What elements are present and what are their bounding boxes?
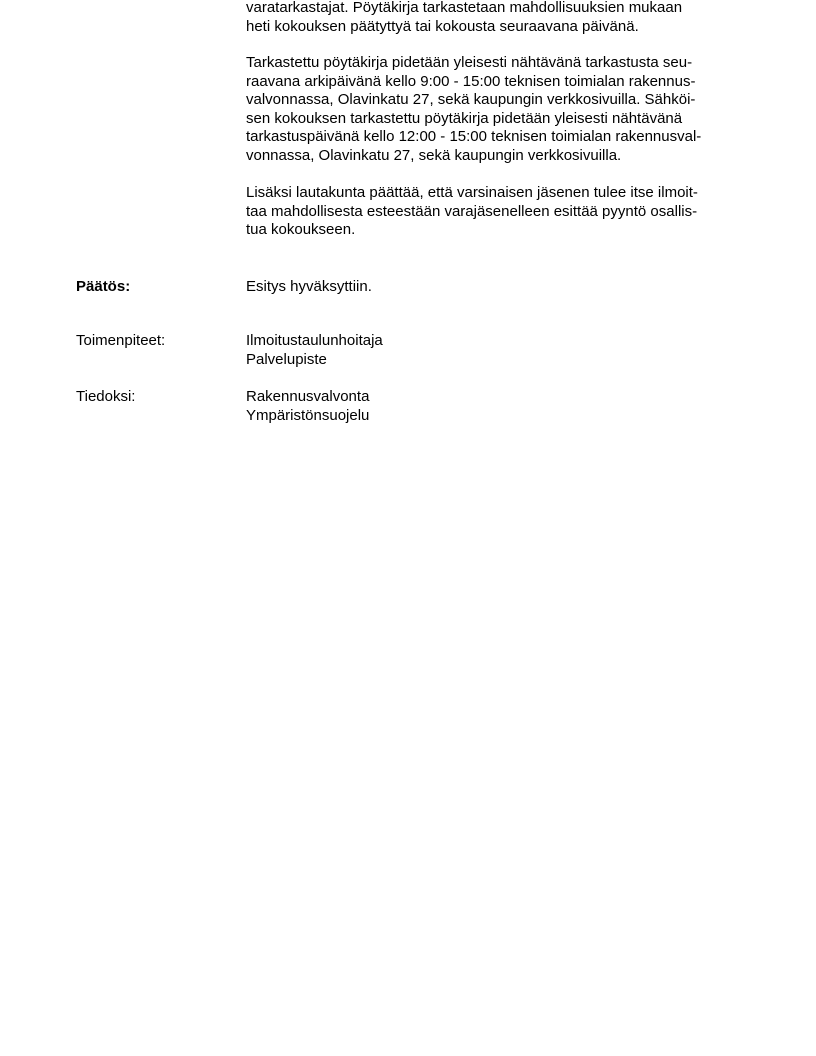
for-information-label: Tiedoksi: <box>76 388 136 405</box>
paragraph-viewing <box>246 54 736 165</box>
for-information-item: Rakennusvalvonta <box>246 388 370 405</box>
actions-list <box>246 332 383 369</box>
actions-label: Toimenpiteet: <box>76 332 166 349</box>
actions-item: Palvelupiste <box>246 350 327 368</box>
paragraph-substitute <box>246 184 736 240</box>
continuation-paragraph-block <box>246 0 736 36</box>
actions-item: Ilmoitustaulunhoitaja <box>246 332 383 349</box>
for-information-list <box>246 388 369 425</box>
decision-label: Päätös: <box>76 278 131 295</box>
paragraph-substitute-notice: Lisäksi lautakunta päättää, että varsinaisen jäsenen tulee itse ilmoit- taa mahdollisesta esteestään varajäsenelleen esittää pyyntö osallis- tua kokoukseen. <box>246 184 698 238</box>
paragraph-minutes-viewing: Tarkastettu pöytäkirja pidetään yleisesti nähtävänä tarkastusta seu- raavana arkipäivänä kello 9:00 - 15:00 teknisen toimialan rakennus- valvonnassa, Olavinkatu 27, sekä kaupungin verkkosivuilla. Sähköi- sen kokouksen tarkastettu pöytäkirja pidetään yleisesti nähtävänä tarkastuspäivänä kello 12:00 - 15:00 teknisen toimialan rakennusval- vonnassa, Olavinkatu 27, sekä kaupungin verkkosivuilla. <box>246 54 702 164</box>
for-information-item: Ympäristönsuojelu <box>246 406 370 424</box>
continuation-paragraph: varatarkastajat. Pöytäkirja tarkastetaan mahdollisuuksien mukaan heti kokouksen päätyttyä tai kokousta seuraavana päivänä. <box>246 0 683 35</box>
decision-value: Esitys hyväksyttiin. <box>246 278 372 295</box>
